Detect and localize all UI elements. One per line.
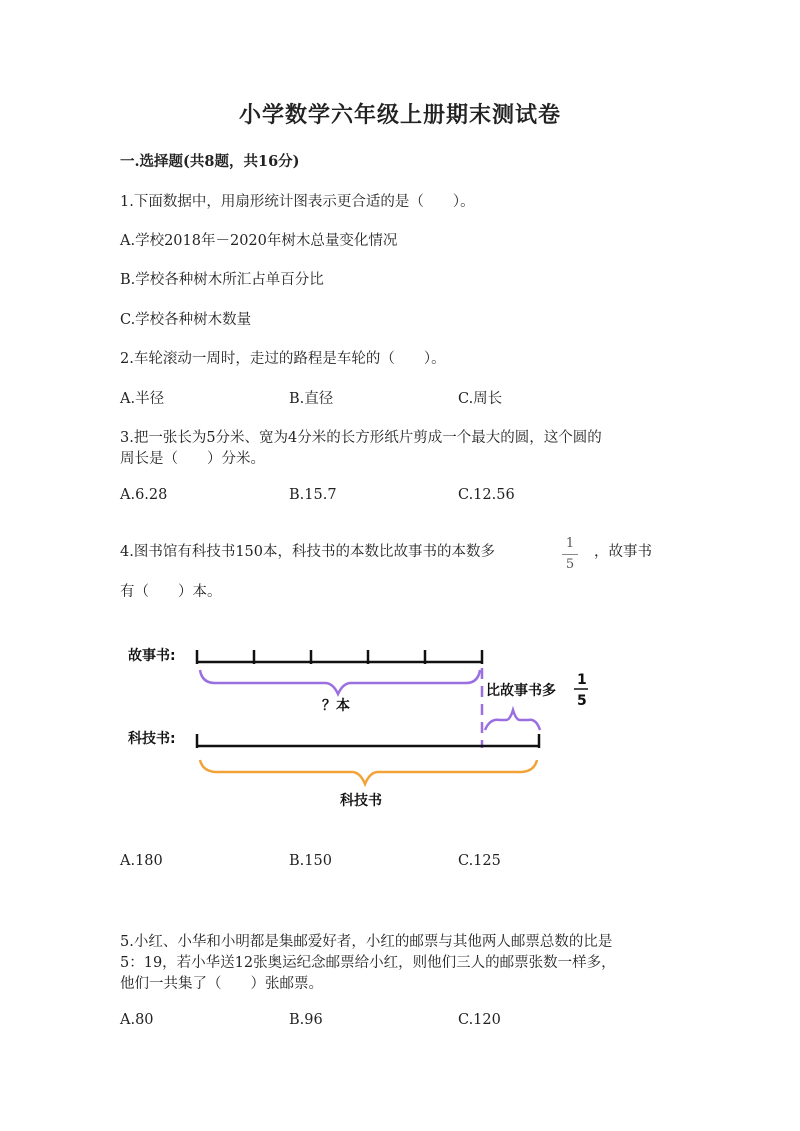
tech-brace bbox=[200, 760, 537, 784]
question-5-option-b: B.96 bbox=[289, 1012, 323, 1028]
story-book-label: 故事书: bbox=[128, 648, 176, 664]
compare-label: 比故事书多 bbox=[486, 683, 556, 699]
question-3-text-line2: 周长是（ ）分米。 bbox=[120, 451, 265, 467]
question-5-option-a: A.80 bbox=[120, 1012, 154, 1028]
question-1-option-c: C.学校各种树木数量 bbox=[120, 312, 252, 328]
question-4-text-line2: 有（ ）本。 bbox=[120, 584, 222, 600]
question-2-text: 2.车轮滚动一周时，走过的路程是车轮的（ ）。 bbox=[120, 351, 446, 367]
extra-brace bbox=[485, 710, 540, 730]
section-heading: 一.选择题(共8题，共16分) bbox=[120, 153, 300, 170]
question-1-option-a: A.学校2018年－2020年树木总量变化情况 bbox=[120, 233, 398, 249]
question-3-option-a: A.6.28 bbox=[120, 487, 168, 503]
question-4-text-line1: 4.图书馆有科技书150本，科技书的本数比故事书的本数多 bbox=[120, 544, 496, 560]
fraction-denominator: 5 bbox=[565, 557, 575, 572]
page-title: 小学数学六年级上册期末测试卷 bbox=[238, 102, 561, 128]
question-4-text-line1-end: ，故事书 bbox=[594, 544, 652, 560]
question-5-text-line3: 他们一共集了（ ）张邮票。 bbox=[120, 976, 323, 992]
question-4-option-b: B.150 bbox=[289, 853, 332, 869]
question-1-option-b: B.学校各种树木所汇占单百分比 bbox=[120, 272, 324, 288]
story-brace-label: ？本 bbox=[322, 698, 350, 714]
question-2-option-b: B.直径 bbox=[289, 391, 334, 407]
question-5-option-c: C.120 bbox=[458, 1012, 501, 1028]
question-2-option-a: A.半径 bbox=[120, 391, 165, 407]
question-5-text-line1: 5.小红、小华和小明都是集邮爱好者，小红的邮票与其他两人邮票总数的比是 bbox=[120, 934, 613, 950]
question-1-text: 1.下面数据中，用扇形统计图表示更合适的是（ ）。 bbox=[120, 194, 475, 210]
fraction-numerator: 1 bbox=[565, 536, 575, 551]
compare-numerator: 1 bbox=[577, 672, 587, 688]
question-5-text-line2: 5：19，若小华送12张奥运纪念邮票给小红，则他们三人的邮票张数一样多， bbox=[120, 955, 616, 971]
question-4-option-c: C.125 bbox=[458, 853, 501, 869]
story-brace bbox=[200, 670, 480, 694]
question-3-option-b: B.15.7 bbox=[289, 487, 337, 503]
tech-book-label: 科技书: bbox=[128, 731, 176, 747]
question-3-text-line1: 3.把一张长为5分米、宽为4分米的长方形纸片剪成一个最大的圆，这个圆的 bbox=[120, 430, 602, 446]
question-4-option-a: A.180 bbox=[120, 853, 163, 869]
question-2-option-c: C.周长 bbox=[458, 391, 503, 407]
compare-denominator: 5 bbox=[577, 693, 587, 709]
question-3-option-c: C.12.56 bbox=[458, 487, 515, 503]
tech-brace-label: 科技书 bbox=[340, 793, 382, 809]
